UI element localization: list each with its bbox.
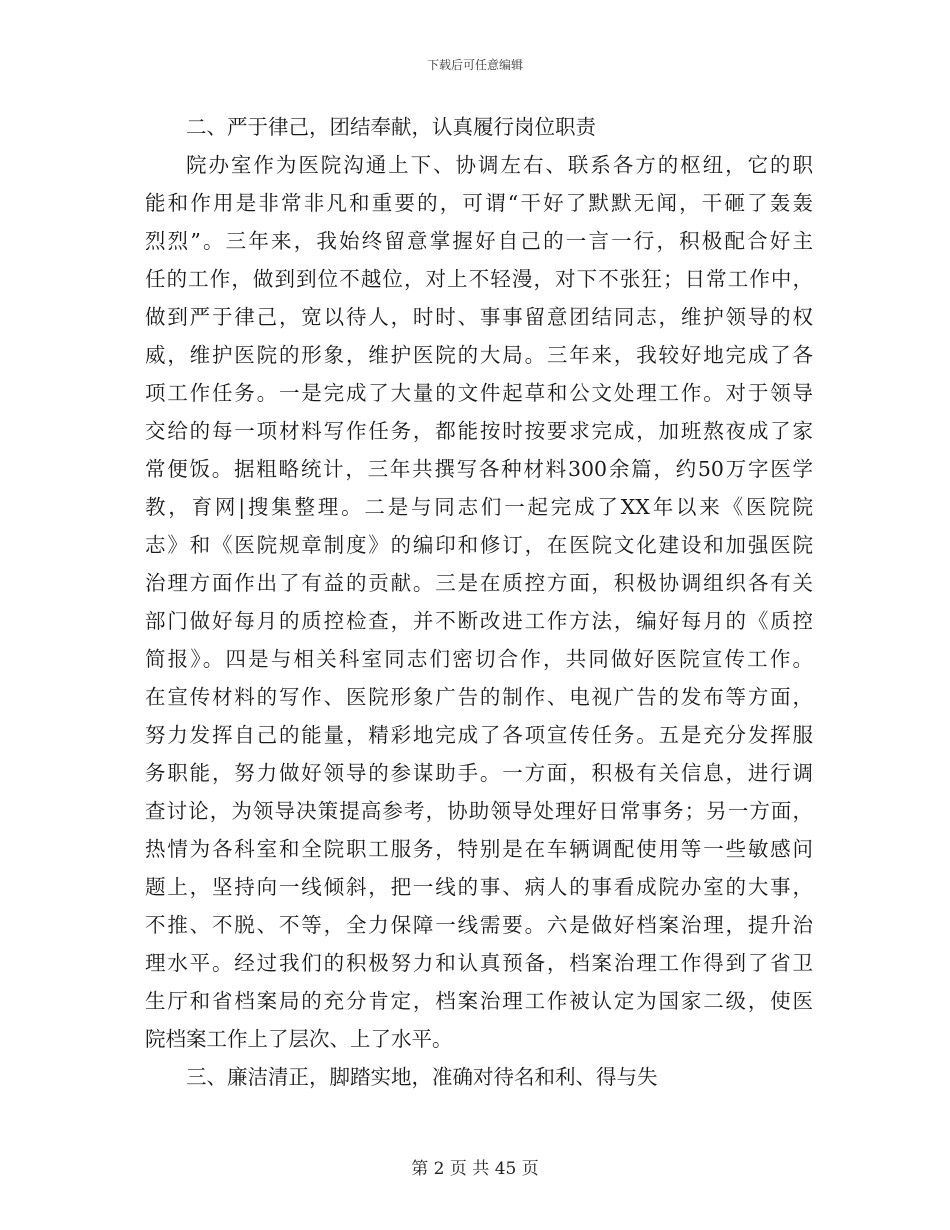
- paragraph-line: 二、严于律己，团结奉献，认真履行岗位职责: [186, 115, 596, 139]
- paragraph-line: 能和作用是非常非凡和重要的，可谓“干好了默默无闻，干砸了轰轰: [145, 191, 813, 215]
- paragraph-line: 在宣传材料的写作、医院形象广告的制作、电视广告的发布等方面，: [145, 685, 813, 709]
- paragraph-line: 不推、不脱、不等，全力保障一线需要。六是做好档案治理，提升治: [145, 913, 813, 937]
- paragraph-line: 教，育网|搜集整理。二是与同志们一起完成了XX年以来《医院院: [145, 495, 813, 519]
- page-number-footer: 第 2 页 共 45 页: [411, 1159, 539, 1179]
- paragraph-line: 任的工作，做到到位不越位，对上不轻漫，对下不张狂；日常工作中，: [145, 267, 813, 291]
- paragraph-line: 务职能，努力做好领导的参谋助手。一方面，积极有关信息，进行调: [145, 761, 813, 785]
- paragraph-line: 简报》。四是与相关科室同志们密切合作，共同做好医院宣传工作。: [145, 647, 813, 671]
- paragraph-line: 查讨论，为领导决策提高参考，协助领导处理好日常事务；另一方面，: [145, 799, 813, 823]
- paragraph-line: 常便饭。据粗略统计，三年共撰写各种材料300余篇，约50万字医学: [145, 457, 813, 481]
- paragraph-line: 生厅和省档案局的充分肯定，档案治理工作被认定为国家二级，使医: [145, 989, 813, 1013]
- paragraph-line: 院档案工作上了层次、上了水平。: [145, 1027, 453, 1051]
- document-body: [145, 108, 813, 1096]
- paragraph-line: 院办室作为医院沟通上下、协调左右、联系各方的枢纽，它的职: [186, 153, 813, 177]
- header-note: 下载后可任意编辑: [426, 58, 523, 72]
- paragraph-line: 治理方面作出了有益的贡献。三是在质控方面，积极协调组织各有关: [145, 571, 813, 595]
- paragraph-line: 努力发挥自己的能量，精彩地完成了各项宣传任务。五是充分发挥服: [145, 723, 813, 747]
- paragraph-line: 部门做好每月的质控检查，并不断改进工作方法，编好每月的《质控: [145, 609, 813, 633]
- paragraph-line: 题上，坚持向一线倾斜，把一线的事、病人的事看成院办室的大事，: [145, 875, 813, 899]
- paragraph-line: 志》和《医院规章制度》的编印和修订，在医院文化建设和加强医院: [145, 533, 813, 557]
- paragraph-line: 做到严于律己，宽以待人，时时、事事留意团结同志，维护领导的权: [145, 305, 813, 329]
- paragraph-line: 理水平。经过我们的积极努力和认真预备，档案治理工作得到了省卫: [145, 951, 813, 975]
- paragraph-line: 热情为各科室和全院职工服务，特别是在车辆调配使用等一些敏感问: [145, 837, 813, 861]
- paragraph-line: 交给的每一项材料写作任务，都能按时按要求完成，加班熬夜成了家: [145, 419, 813, 443]
- paragraph-line: 烈烈”。三年来，我始终留意掌握好自己的一言一行，积极配合好主: [145, 229, 813, 253]
- paragraph-line: 三、廉洁清正，脚踏实地，准确对待名和利、得与失: [186, 1065, 658, 1089]
- paragraph-line: 项工作任务。一是完成了大量的文件起草和公文处理工作。对于领导: [145, 381, 813, 405]
- paragraph-line: 威，维护医院的形象，维护医院的大局。三年来，我较好地完成了各: [145, 343, 813, 367]
